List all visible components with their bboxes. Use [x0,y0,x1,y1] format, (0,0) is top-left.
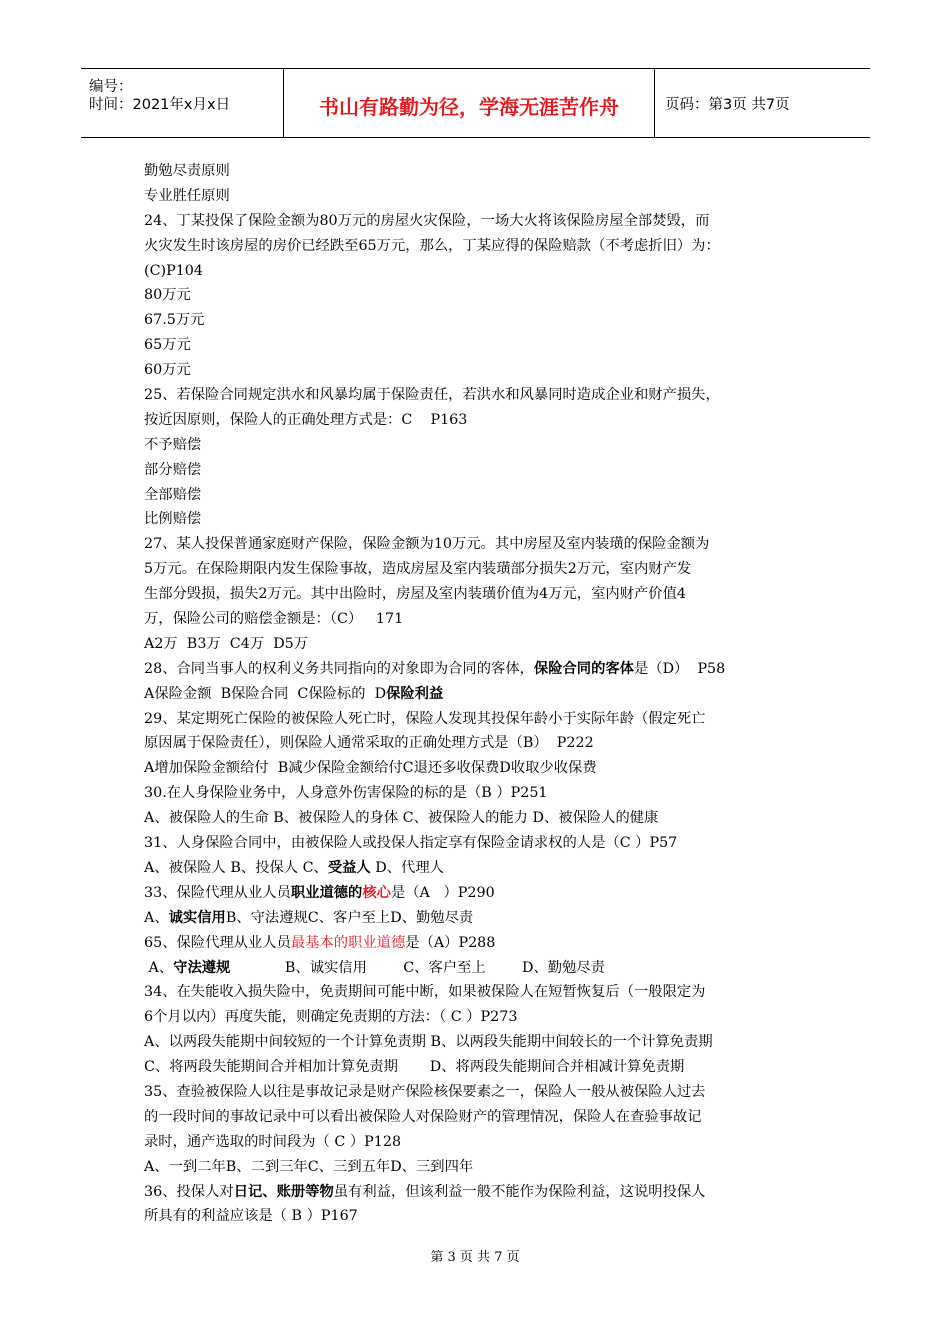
text-segment: 万，保险公司的赔偿金额是：（C） 171 [144,611,404,628]
text-line [144,1080,824,1105]
text-segment: 34、在失能收入损失险中，免责期间可能中断，如果被保险人在短暂恢复后（一般限定为 [144,984,706,1001]
text-line [144,657,824,682]
text-segment: A、一到二年B、二到三年C、三到五年D、三到四年 [144,1158,474,1175]
text-segment: 28、合同当事人的权利义务共同指向的对象即为合同的客体， [144,660,534,677]
text-line [144,1030,824,1055]
text-line [144,1180,824,1205]
text-line [144,234,824,259]
text-line [144,906,824,931]
motto: 书山有路勤为径，学海无涯苦作舟 [319,95,619,119]
text-segment: 所具有的利益应该是（ B ）P167 [144,1208,358,1225]
text-segment: B、诚实信用 C、客户至上 D、勤勉尽责 [230,959,605,976]
text-segment: 33、保险代理从业人员 [144,884,291,901]
text-segment: 保险利益 [386,685,444,702]
text-segment: A、 [144,959,174,976]
text-line [144,283,824,308]
text-segment: 生部分毁损，损失2万元。其中出险时，房屋及室内装璜价值为4万元，室内财产价值4 [144,586,686,603]
text-segment: D、代理人 [370,859,444,876]
text-line [144,259,824,284]
page-header [81,68,870,138]
text-line [144,582,824,607]
text-line [144,707,824,732]
text-line [144,483,824,508]
text-segment: 最基本的职业道德 [290,934,406,951]
text-segment: 65、保险代理从业人员 [144,934,291,951]
text-segment: 火灾发生时该房屋的房价已经跌至65万元，那么，丁某应得的保险赔款（不考虑折旧）为： [144,237,720,254]
text-line [144,731,824,756]
text-segment: 核心 [362,884,391,901]
text-line [144,308,824,333]
text-segment: 日记、账册等物 [233,1183,334,1200]
text-line [144,931,824,956]
text-segment: 比例赔偿 [144,511,202,528]
text-line [144,781,824,806]
text-segment: (C)P104 [144,262,204,279]
text-line [144,632,824,657]
text-segment: 30.在人身保险业务中，人身意外伤害保险的标的是（B ）P251 [144,785,548,802]
text-segment: 24、丁某投保了保险金额为80万元的房屋火灾保险，一场大火将该保险房屋全部焚毁，而 [144,212,710,229]
text-segment: 的一段时间的事故记录中可以看出被保险人对保险财产的管理情况，保险人在查验事故记 [144,1108,702,1125]
text-line [144,358,824,383]
text-line [144,1130,824,1155]
text-line [144,980,824,1005]
text-line [144,184,824,209]
header-meta-cell [81,69,284,137]
text-segment: A、被保险人的生命 B、被保险人的身体 C、被保险人的能力 D、被保险人的健康 [144,810,659,827]
text-segment: A2万 B3万 C4万 D5万 [144,635,309,652]
text-segment: 67.5万元 [144,312,205,329]
text-line [144,1204,824,1229]
document-body [144,159,824,1229]
text-segment: A、被保险人 B、投保人 C、 [144,859,328,876]
text-line [144,532,824,557]
text-line [144,333,824,358]
text-segment: 29、某定期死亡保险的被保险人死亡时，保险人发现其投保年龄小于实际年龄（假定死亡 [144,710,706,727]
text-line [144,433,824,458]
text-segment: 职业道德的 [290,884,363,901]
text-segment: B、守法遵规C、客户至上D、勤勉尽责 [225,909,474,926]
text-line [144,209,824,234]
text-line [144,856,824,881]
text-segment: 35、查验被保险人以往是事故记录是财产保险核保要素之一，保险人一般从被保险人过去 [144,1083,706,1100]
page-footer: 第 3 页 共 7 页 [430,1250,520,1265]
text-line [144,408,824,433]
text-segment: 5万元。在保险期限内发生保险事故，造成房屋及室内装璜部分损失2万元，室内财产发 [144,561,692,578]
text-segment: 31、人身保险合同中，由被保险人或投保人指定享有保险金请求权的人是（C ）P57 [144,835,678,852]
text-segment: 原因属于保险责任），则保险人通常采取的正确处理方式是（B） P222 [144,735,594,752]
text-line [144,1055,824,1080]
text-line [144,831,824,856]
text-segment: 专业胜任原则 [144,187,230,204]
header-page-cell [655,69,870,137]
page-code: 页码：第3页 共7页 [665,97,790,113]
text-segment: 80万元 [144,287,191,304]
time-label: 时间：2021年x月x日 [89,97,231,113]
text-segment: 勤勉尽责原则 [144,163,230,179]
number-label: 编号： [89,79,133,95]
text-segment: 诚实信用 [168,909,226,926]
text-line [144,1155,824,1180]
text-segment: 36、投保人对 [144,1183,234,1200]
text-segment: 虽有利益，但该利益一般不能作为保险利益，这说明投保人 [333,1183,706,1200]
text-line [144,607,824,632]
text-segment: 6个月以内）再度失能，则确定免责期的方法：（ C ）P273 [144,1009,518,1026]
text-segment: 部分赔偿 [144,461,202,478]
text-line [144,682,824,707]
text-line [144,756,824,781]
text-segment: 是（D） P58 [634,660,726,677]
text-segment: 是（A）P288 [405,934,496,951]
text-segment: 不予赔偿 [144,436,202,453]
text-line [144,507,824,532]
text-line [144,1105,824,1130]
text-segment: A保险金额 B保险合同 C保险标的 D [144,685,387,702]
text-line [144,383,824,408]
text-segment: 守法遵规 [173,959,231,976]
text-segment: A、 [144,909,169,926]
text-segment: C、将两段失能期间合并相加计算免责期 D、将两段失能期间合并相减计算免责期 [144,1059,685,1076]
text-segment: 25、若保险合同规定洪水和风暴均属于保险责任，若洪水和风暴同时造成企业和财产损失， [144,387,720,404]
text-segment: 按近因原则，保险人的正确处理方式是：C P163 [144,411,468,428]
text-segment: 录时，通产选取的时间段为（ C ）P128 [144,1133,402,1150]
text-segment: A、以两段失能期中间较短的一个计算免责期 B、以两段失能期中间较长的一个计算免责期 [144,1034,713,1051]
text-line [144,1005,824,1030]
text-segment: 全部赔偿 [144,486,202,503]
text-segment: 保险合同的客体 [533,660,634,677]
text-segment: 是（A ）P290 [390,884,495,901]
text-line [144,881,824,906]
text-line [144,557,824,582]
text-segment: 受益人 [327,859,371,876]
text-line [144,956,824,981]
text-line [144,458,824,483]
text-line [144,806,824,831]
header-motto-cell [284,69,655,137]
text-segment: A增加保险金额给付 B减少保险金额给付C退还多收保费D收取少收保费 [144,760,597,777]
text-segment: 60万元 [144,362,191,379]
text-line [144,159,824,184]
text-segment: 27、某人投保普通家庭财产保险，保险金额为10万元。其中房屋及室内装璜的保险金额为 [144,536,710,553]
text-segment: 65万元 [144,337,191,354]
